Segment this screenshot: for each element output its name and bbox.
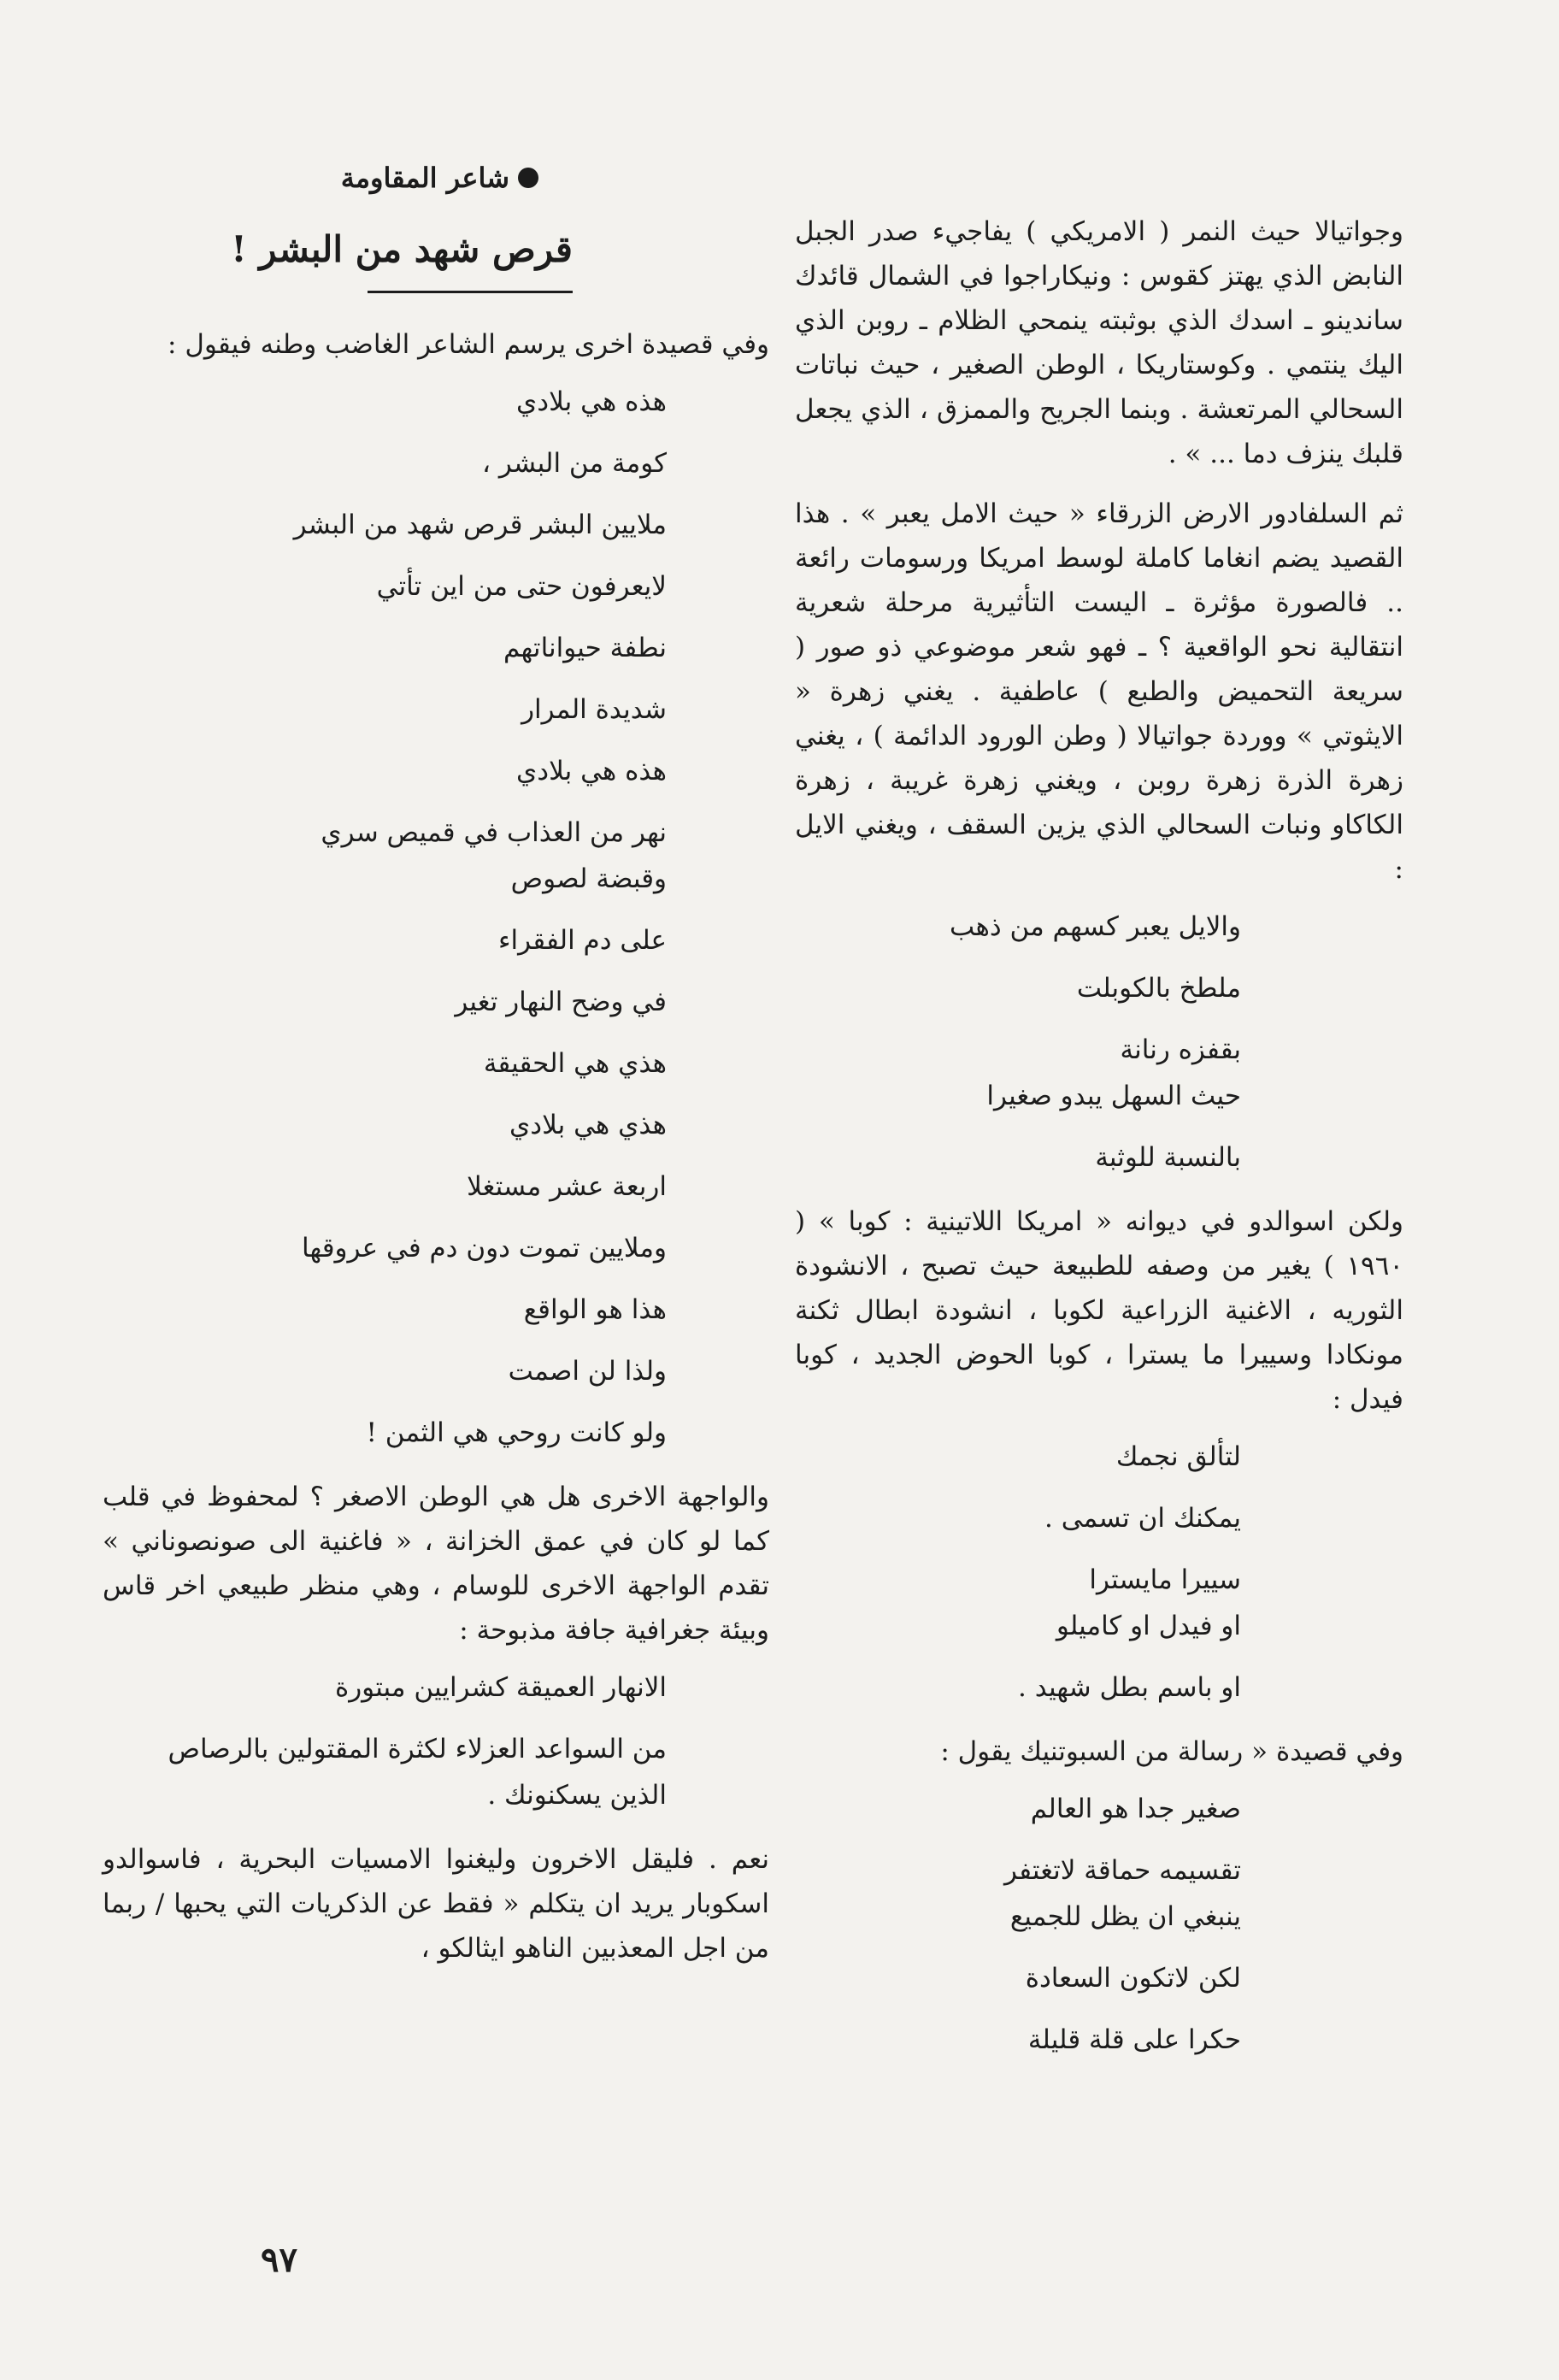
verse-line: حكرا على قلة قليلة: [1027, 2024, 1241, 2055]
section-label-text: شاعر المقاومة: [340, 162, 509, 194]
verse-line: في وضح النهار تغير: [455, 987, 667, 1017]
paragraph: ولكن اسوالدو في ديوانه « امريكا اللاتينية : كوبا » ( ١٩٦٠ ) يغير من وصفه للطبيعة حيث تصبح ، الانشودة الثوريه ، الاغنية الزراعية لكوبا ، انشودة ابطال ثكنة مونكادا وسييرا ما يسترا ، كوبا الحوض الجديد ، كوبا فيدل :: [795, 1206, 1403, 1415]
verse-line: ولذا لن اصمت: [508, 1356, 667, 1387]
verse-line: وملايين تموت دون دم في عروقها: [302, 1233, 667, 1264]
verse-line: هذا هو الواقع: [523, 1294, 667, 1325]
paragraph: والواجهة الاخرى هل هي الوطن الاصغر ؟ لمحفوظ في قلب كما لو كان في عمق الخزانة ، « فاغنية الى صونصوناني » تقدم الواجهة الاخرى للوسام ، وهي منظر طبيعي اخر قاس وبيئة جغرافية جافة مذبوحة :: [103, 1482, 769, 1646]
poem-cuba: [795, 1437, 1403, 1707]
verse-line: تقسيمه حماقة لاتغتفر: [1004, 1855, 1241, 1886]
verse-line: الذين يسكنونك .: [487, 1780, 667, 1811]
verse-line: الانهار العميقة كشرايين مبتورة: [334, 1672, 667, 1703]
paragraph: وفي قصيدة اخرى يرسم الشاعر الغاضب وطنه فيقول :: [168, 329, 769, 360]
verse-line: شديدة المرار: [521, 694, 667, 725]
verse-line: او فيدل او كاميلو: [1056, 1611, 1241, 1641]
verse-line: هذي هي الحقيقة: [483, 1048, 667, 1079]
verse-line: اربعة عشر مستغلا: [467, 1171, 667, 1202]
title-underline: [368, 291, 573, 293]
verse-line: نطفة حيواناتهم: [503, 633, 667, 663]
verse-line: حيث السهل يبدو صغيرا: [986, 1081, 1241, 1111]
verse-line: هذي هي بلادي: [509, 1110, 667, 1140]
verse-line: لكن لاتكون السعادة: [1025, 1963, 1241, 1994]
verse-line: ولو كانت روحي هي الثمن !: [366, 1417, 667, 1448]
verse-line: لايعرفون حتى من اين تأتي: [376, 571, 667, 602]
verse-line: لتألق نجمك: [1115, 1441, 1241, 1472]
verse-line: هذه هي بلادي: [516, 756, 667, 786]
verse-line: من السواعد العزلاء لكثرة المقتولين بالرصاص: [168, 1734, 667, 1764]
verse-line: صغير جدا هو العالم: [1030, 1794, 1241, 1824]
paragraph: نعم . فليقل الاخرون وليغنوا الامسيات البحرية ، فاسوالدو اسكوبار يريد ان يتكلم « فقط عن الذكريات التي يحبها / ربما من اجل المعذبين الناهو ايثالكو ،: [103, 1844, 769, 1964]
verse-line: على دم الفقراء: [497, 925, 667, 956]
verse-line: ملايين البشر قرص شهد من البشر: [293, 510, 667, 540]
article-title: قرص شهد من البشر !: [231, 228, 573, 270]
verse-line: او باسم بطل شهيد .: [1018, 1672, 1241, 1703]
verse-line: والايل يعبر كسهم من ذهب: [950, 911, 1241, 942]
verse-line: هذه هي بلادي: [516, 386, 667, 417]
poem-rivers: [103, 1668, 769, 1815]
right-column: [795, 209, 1403, 2082]
verse-line: وقبضة لصوص: [510, 863, 667, 894]
poem-my-country: [103, 382, 769, 1452]
section-label: [103, 156, 769, 200]
verse-line: يمكنك ان تسمى .: [1044, 1503, 1241, 1534]
bullet-icon: [518, 168, 538, 188]
paragraph: وفي قصيدة « رسالة من السبوتنيك يقول :: [940, 1736, 1403, 1767]
verse-line: سييرا مايسترا: [1089, 1564, 1241, 1595]
paragraph: ثم السلفادور الارض الزرقاء « حيث الامل يعبر » . هذا القصيد يضم انغاما كاملة لوسط امريكا ورسومات رائعة .. فالصورة مؤثرة ـ اليست التأثيرية مرحلة شعرية انتقالية نحو الواقعية ؟ ـ فهو شعر موضوعي ذو صور ( سريعة التحميض والطبع ) عاطفية . يغني زهرة « الايثوتي » ووردة جواتيالا ( وطن الورود الدائمة ) ، يغني زهرة الذرة زهرة روبن ، ويغني زهرة غريبة ، زهرة الكاكاو ونبات السحالي الذي يزين السقف ، ويغني الايل :: [795, 498, 1403, 885]
poem-stag: [795, 907, 1403, 1177]
verse-line: كومة من البشر ،: [482, 448, 667, 479]
verse-line: ينبغي ان يظل للجميع: [1009, 1901, 1241, 1932]
left-column: [103, 156, 769, 1986]
verse-line: بالنسبة للوثبة: [1095, 1142, 1241, 1173]
verse-line: بقفزه رنانة: [1120, 1034, 1241, 1065]
verse-line: ملطخ بالكوبلت: [1076, 973, 1241, 1004]
page-number: ٩٧: [261, 2240, 297, 2280]
poem-sputnik: [795, 1789, 1403, 2059]
verse-line: نهر من العذاب في قميص سري: [321, 817, 667, 848]
paragraph: وجواتيالا حيث النمر ( الامريكي ) يفاجيء صدر الجبل النابض الذي يهتز كقوس : ونيكاراجوا في الشمال قائدك ساندينو ـ اسدك الذي بوثبته ينمحي الظلام ـ روبن الذي اليك ينتمي . وكوستاريكا ، الوطن الصغير ، حيث نباتات السحالي المرتعشة . وبنما الجريح والممزق ، الذي يجعل قلبك ينزف دما ... » .: [795, 216, 1403, 469]
